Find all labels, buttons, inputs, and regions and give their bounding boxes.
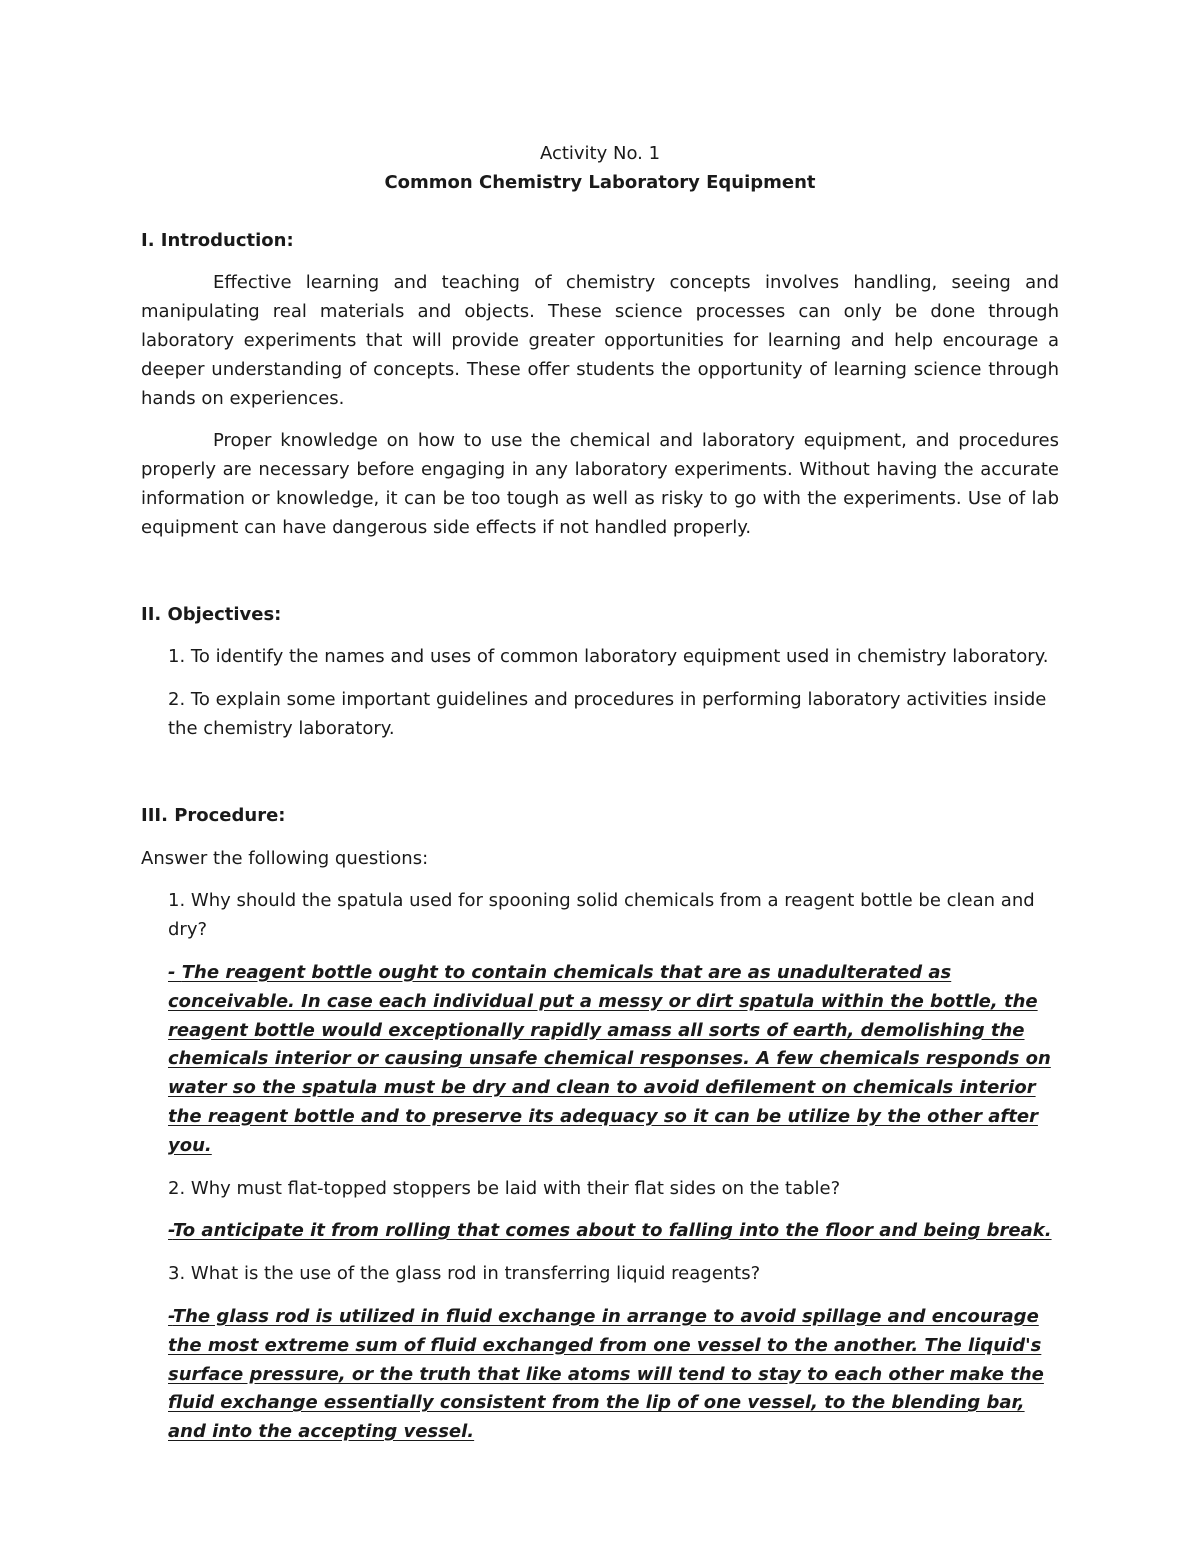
question-number: 3. (168, 1263, 186, 1285)
answer-text: The reagent bottle ought to contain chemicals that are as unadulterated as conceivable. In case each individual put a messy or dirt spatula within the bottle, the reagent bottle would exceptionally rapidly amass all sorts of earth, demolishing the chemicals interior or causing unsafe chemical responses. A few chemicals responds on water so the spatula must be dry and clean to avoid defilement on chemicals interior the reagent bottle and to preserve its adequacy so it can be utilize by the other after you. (168, 961, 1051, 1156)
procedure-intro: Answer the following questions: (141, 847, 429, 869)
objective-text: To explain some important guidelines and procedures in performing laboratory activities inside the chemistry laboratory. (168, 689, 1047, 739)
question-2 (141, 1175, 1059, 1204)
introduction-paragraph-2: Proper knowledge on how to use the chemical and laboratory equipment, and procedures properly are necessary before engaging in any laboratory experiments. Without having the accurate information or knowledge, it can be too tough as well as risky to go with the experiments. Use of lab equipment can have dangerous side effects if not handled properly. (141, 430, 1059, 538)
question-text: Why should the spatula used for spooning solid chemicals from a reagent bottle be clean and dry? (168, 890, 1035, 941)
answer-1 (141, 959, 1059, 1161)
question-1 (141, 887, 1059, 945)
question-text: Why must flat-topped stoppers be laid with their flat sides on the table? (190, 1177, 841, 1199)
objective-number: 2. (168, 689, 186, 711)
answer-text: To anticipate it from rolling that comes about to falling into the floor and being break. (172, 1220, 1052, 1242)
answer-prefix: - (168, 1305, 173, 1327)
answer-prefix: - (168, 1220, 173, 1242)
answer-2 (141, 1217, 1059, 1246)
answer-text: The glass rod is utilized in fluid exchange in arrange to avoid spillage and encourage the most extreme sum of fluid exchanged from one vessel to the another. The liquid's surface pressure, or the truth that like atoms will tend to stay to each other make the fluid exchange essentially consistent from the lip of one vessel, to the blending bar, and into the accepting vessel. (168, 1305, 1044, 1443)
document-page (141, 140, 1059, 1447)
answer-3 (141, 1303, 1059, 1447)
document-title: Common Chemistry Laboratory Equipment (384, 171, 816, 193)
introduction-heading: I. Introduction: (141, 229, 294, 251)
question-number: 2. (168, 1177, 186, 1199)
introduction-paragraph-1: Effective learning and teaching of chemistry concepts involves handling, seeing and manipulating real materials and objects. These science processes can only be done through laboratory experiments that will provide greater opportunities for learning and help encourage a deeper understanding of concepts. These offer students the opportunity of learning science through hands on experiences. (141, 272, 1059, 409)
question-number: 1. (168, 890, 186, 912)
objectives-heading: II. Objectives: (141, 603, 282, 625)
objective-item-2 (141, 686, 1059, 744)
procedure-heading: III. Procedure: (141, 804, 286, 826)
activity-number: Activity No. 1 (539, 143, 661, 164)
objective-item-1 (141, 643, 1059, 672)
objective-text: To identify the names and uses of common laboratory equipment used in chemistry laboratory. (190, 646, 1049, 668)
question-3 (141, 1260, 1059, 1289)
objective-number: 1. (168, 646, 186, 668)
question-text: What is the use of the glass rod in transferring liquid reagents? (190, 1263, 761, 1285)
answer-prefix: - (168, 961, 182, 983)
